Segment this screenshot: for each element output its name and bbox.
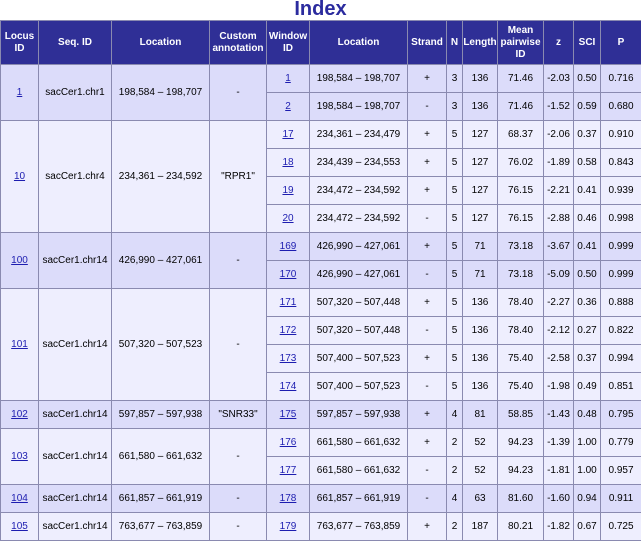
custom-annotation-cell: - [210, 289, 267, 401]
length-cell: 136 [463, 345, 498, 373]
strand-cell: - [408, 373, 447, 401]
locus-location-cell: 597,857 – 597,938 [112, 401, 210, 429]
z-cell: -1.43 [544, 401, 574, 429]
n-cell: 5 [447, 233, 463, 261]
n-cell: 5 [447, 289, 463, 317]
window-id-cell [267, 485, 310, 513]
seq-id-cell: sacCer1.chr14 [39, 401, 112, 429]
window-link[interactable]: 174 [279, 381, 297, 392]
length-cell: 63 [463, 485, 498, 513]
p-cell: 0.957 [601, 457, 641, 485]
z-cell: -2.88 [544, 205, 574, 233]
sci-cell: 0.41 [574, 177, 601, 205]
length-cell: 136 [463, 317, 498, 345]
n-cell: 2 [447, 457, 463, 485]
strand-cell: - [408, 205, 447, 233]
window-id-cell [267, 93, 310, 121]
locus-id-cell [1, 65, 39, 121]
mean-pairwise-id-cell: 71.46 [498, 93, 544, 121]
sci-cell: 0.41 [574, 233, 601, 261]
p-cell: 0.939 [601, 177, 641, 205]
window-location-cell: 426,990 – 427,061 [310, 233, 408, 261]
window-link[interactable]: 176 [279, 437, 297, 448]
window-link[interactable]: 179 [279, 521, 297, 532]
p-cell: 0.795 [601, 401, 641, 429]
p-cell: 0.999 [601, 261, 641, 289]
p-cell: 0.999 [601, 233, 641, 261]
window-location-cell: 507,400 – 507,523 [310, 345, 408, 373]
custom-annotation-cell: "SNR33" [210, 401, 267, 429]
header-row [1, 21, 641, 65]
col-header-custom-annotation: Custom annotation [210, 21, 267, 65]
n-cell: 2 [447, 513, 463, 541]
strand-cell: - [408, 261, 447, 289]
strand-cell: + [408, 513, 447, 541]
window-link[interactable]: 20 [282, 213, 294, 224]
strand-cell: + [408, 121, 447, 149]
mean-pairwise-id-cell: 76.15 [498, 205, 544, 233]
col-header-seq-id: Seq. ID [39, 21, 112, 65]
p-cell: 0.716 [601, 65, 641, 93]
window-location-cell: 198,584 – 198,707 [310, 93, 408, 121]
window-location-cell: 507,320 – 507,448 [310, 289, 408, 317]
window-location-cell: 661,580 – 661,632 [310, 429, 408, 457]
col-header-length: Length [463, 21, 498, 65]
length-cell: 127 [463, 205, 498, 233]
window-location-cell: 234,472 – 234,592 [310, 177, 408, 205]
locus-location-cell: 426,990 – 427,061 [112, 233, 210, 289]
window-id-cell [267, 429, 310, 457]
col-header-mean-pairwise-id: Mean pairwise ID [498, 21, 544, 65]
window-id-cell [267, 65, 310, 93]
table-row [1, 121, 641, 149]
p-cell: 0.851 [601, 373, 641, 401]
window-link[interactable]: 173 [279, 353, 297, 364]
strand-cell: + [408, 345, 447, 373]
window-link[interactable]: 177 [279, 465, 297, 476]
length-cell: 127 [463, 121, 498, 149]
locus-location-cell: 763,677 – 763,859 [112, 513, 210, 541]
window-link[interactable]: 18 [282, 157, 294, 168]
seq-id-cell: sacCer1.chr14 [39, 513, 112, 541]
strand-cell: + [408, 429, 447, 457]
window-location-cell: 234,439 – 234,553 [310, 149, 408, 177]
col-header-locus-id: Locus ID [1, 21, 39, 65]
col-header-strand: Strand [408, 21, 447, 65]
mean-pairwise-id-cell: 68.37 [498, 121, 544, 149]
col-header-p: P [601, 21, 641, 65]
table-row [1, 513, 641, 541]
window-location-cell: 661,857 – 661,919 [310, 485, 408, 513]
p-cell: 0.888 [601, 289, 641, 317]
p-cell: 0.910 [601, 121, 641, 149]
mean-pairwise-id-cell: 94.23 [498, 457, 544, 485]
z-cell: -2.12 [544, 317, 574, 345]
table-row [1, 485, 641, 513]
window-id-cell [267, 373, 310, 401]
col-header-location: Location [112, 21, 210, 65]
z-cell: -2.03 [544, 65, 574, 93]
locus-link[interactable]: 10 [13, 171, 26, 182]
strand-cell: + [408, 177, 447, 205]
locus-link[interactable]: 1 [16, 87, 23, 98]
n-cell: 5 [447, 205, 463, 233]
z-cell: -2.58 [544, 345, 574, 373]
window-id-cell [267, 205, 310, 233]
window-location-cell: 661,580 – 661,632 [310, 457, 408, 485]
window-link[interactable]: 17 [282, 129, 294, 140]
window-link[interactable]: 1 [285, 73, 291, 84]
n-cell: 5 [447, 373, 463, 401]
mean-pairwise-id-cell: 71.46 [498, 65, 544, 93]
n-cell: 4 [447, 485, 463, 513]
window-location-cell: 597,857 – 597,938 [310, 401, 408, 429]
n-cell: 5 [447, 177, 463, 205]
window-link[interactable]: 172 [279, 325, 297, 336]
locus-link[interactable]: 101 [11, 339, 28, 350]
p-cell: 0.911 [601, 485, 641, 513]
locus-link[interactable]: 103 [11, 451, 28, 462]
seq-id-cell: sacCer1.chr14 [39, 485, 112, 513]
p-cell: 0.779 [601, 429, 641, 457]
length-cell: 71 [463, 261, 498, 289]
z-cell: -2.06 [544, 121, 574, 149]
custom-annotation-cell: - [210, 233, 267, 289]
custom-annotation-cell: - [210, 65, 267, 121]
strand-cell: + [408, 233, 447, 261]
window-location-cell: 426,990 – 427,061 [310, 261, 408, 289]
p-cell: 0.680 [601, 93, 641, 121]
strand-cell: + [408, 65, 447, 93]
window-location-cell: 234,361 – 234,479 [310, 121, 408, 149]
length-cell: 127 [463, 177, 498, 205]
window-id-cell [267, 513, 310, 541]
locus-link[interactable]: 100 [11, 255, 28, 266]
mean-pairwise-id-cell: 94.23 [498, 429, 544, 457]
window-link[interactable]: 178 [279, 493, 297, 504]
sci-cell: 0.27 [574, 317, 601, 345]
window-id-cell [267, 177, 310, 205]
window-id-cell [267, 121, 310, 149]
sci-cell: 0.37 [574, 121, 601, 149]
table-row [1, 65, 641, 93]
window-location-cell: 234,472 – 234,592 [310, 205, 408, 233]
n-cell: 3 [447, 65, 463, 93]
mean-pairwise-id-cell: 75.40 [498, 373, 544, 401]
z-cell: -5.09 [544, 261, 574, 289]
window-id-cell [267, 401, 310, 429]
sci-cell: 0.50 [574, 261, 601, 289]
window-location-cell: 507,400 – 507,523 [310, 373, 408, 401]
locus-id-cell [1, 289, 39, 401]
mean-pairwise-id-cell: 76.02 [498, 149, 544, 177]
seq-id-cell: sacCer1.chr14 [39, 289, 112, 401]
z-cell: -1.81 [544, 457, 574, 485]
sci-cell: 0.49 [574, 373, 601, 401]
window-id-cell [267, 317, 310, 345]
window-link[interactable]: 2 [285, 101, 291, 112]
custom-annotation-cell: - [210, 485, 267, 513]
z-cell: -3.67 [544, 233, 574, 261]
z-cell: -2.21 [544, 177, 574, 205]
col-header-window-id: Window ID [267, 21, 310, 65]
sci-cell: 1.00 [574, 457, 601, 485]
window-id-cell [267, 457, 310, 485]
n-cell: 5 [447, 261, 463, 289]
length-cell: 52 [463, 429, 498, 457]
z-cell: -1.39 [544, 429, 574, 457]
n-cell: 5 [447, 121, 463, 149]
custom-annotation-cell: - [210, 429, 267, 485]
locus-location-cell: 198,584 – 198,707 [112, 65, 210, 121]
z-cell: -1.98 [544, 373, 574, 401]
n-cell: 3 [447, 93, 463, 121]
seq-id-cell: sacCer1.chr1 [39, 65, 112, 121]
mean-pairwise-id-cell: 81.60 [498, 485, 544, 513]
p-cell: 0.998 [601, 205, 641, 233]
n-cell: 5 [447, 317, 463, 345]
col-header-z: z [544, 21, 574, 65]
window-id-cell [267, 345, 310, 373]
window-location-cell: 507,320 – 507,448 [310, 317, 408, 345]
p-cell: 0.994 [601, 345, 641, 373]
window-link[interactable]: 171 [279, 297, 297, 308]
n-cell: 4 [447, 401, 463, 429]
locus-location-cell: 507,320 – 507,523 [112, 289, 210, 401]
mean-pairwise-id-cell: 78.40 [498, 317, 544, 345]
z-cell: -1.60 [544, 485, 574, 513]
locus-location-cell: 661,580 – 661,632 [112, 429, 210, 485]
n-cell: 5 [447, 345, 463, 373]
window-id-cell [267, 289, 310, 317]
sci-cell: 0.46 [574, 205, 601, 233]
col-header-n: N [447, 21, 463, 65]
mean-pairwise-id-cell: 80.21 [498, 513, 544, 541]
mean-pairwise-id-cell: 76.15 [498, 177, 544, 205]
length-cell: 71 [463, 233, 498, 261]
window-id-cell [267, 233, 310, 261]
sci-cell: 0.67 [574, 513, 601, 541]
strand-cell: + [408, 401, 447, 429]
seq-id-cell: sacCer1.chr4 [39, 121, 112, 233]
window-link[interactable]: 170 [279, 269, 297, 280]
locus-id-cell [1, 429, 39, 485]
mean-pairwise-id-cell: 73.18 [498, 261, 544, 289]
sci-cell: 0.94 [574, 485, 601, 513]
locus-link[interactable]: 102 [11, 409, 28, 420]
locus-id-cell [1, 401, 39, 429]
p-cell: 0.843 [601, 149, 641, 177]
mean-pairwise-id-cell: 75.40 [498, 345, 544, 373]
seq-id-cell: sacCer1.chr14 [39, 429, 112, 485]
window-id-cell [267, 261, 310, 289]
locus-link[interactable]: 105 [11, 521, 28, 532]
n-cell: 2 [447, 429, 463, 457]
table-row [1, 429, 641, 457]
sci-cell: 0.58 [574, 149, 601, 177]
strand-cell: - [408, 93, 447, 121]
window-location-cell: 763,677 – 763,859 [310, 513, 408, 541]
locus-location-cell: 234,361 – 234,592 [112, 121, 210, 233]
mean-pairwise-id-cell: 78.40 [498, 289, 544, 317]
length-cell: 52 [463, 457, 498, 485]
length-cell: 187 [463, 513, 498, 541]
length-cell: 136 [463, 93, 498, 121]
strand-cell: - [408, 457, 447, 485]
locus-id-cell [1, 513, 39, 541]
strand-cell: + [408, 289, 447, 317]
seq-id-cell: sacCer1.chr14 [39, 233, 112, 289]
window-id-cell [267, 149, 310, 177]
p-cell: 0.725 [601, 513, 641, 541]
sci-cell: 0.59 [574, 93, 601, 121]
locus-id-cell [1, 233, 39, 289]
length-cell: 127 [463, 149, 498, 177]
table-row [1, 289, 641, 317]
mean-pairwise-id-cell: 58.85 [498, 401, 544, 429]
window-link[interactable]: 175 [279, 409, 297, 420]
sci-cell: 0.50 [574, 65, 601, 93]
n-cell: 5 [447, 149, 463, 177]
length-cell: 136 [463, 65, 498, 93]
col-header-window-location: Location [310, 21, 408, 65]
locus-id-cell [1, 485, 39, 513]
page-title: Index [294, 0, 347, 20]
z-cell: -1.52 [544, 93, 574, 121]
strand-cell: - [408, 485, 447, 513]
z-cell: -1.89 [544, 149, 574, 177]
mean-pairwise-id-cell: 73.18 [498, 233, 544, 261]
p-cell: 0.822 [601, 317, 641, 345]
strand-cell: - [408, 317, 447, 345]
sci-cell: 0.48 [574, 401, 601, 429]
locus-link[interactable]: 104 [11, 493, 28, 504]
table-row [1, 233, 641, 261]
length-cell: 81 [463, 401, 498, 429]
sci-cell: 0.36 [574, 289, 601, 317]
custom-annotation-cell: "RPR1" [210, 121, 267, 233]
col-header-sci: SCI [574, 21, 601, 65]
sci-cell: 1.00 [574, 429, 601, 457]
window-link[interactable]: 19 [282, 185, 294, 196]
sci-cell: 0.37 [574, 345, 601, 373]
table-row [1, 401, 641, 429]
window-location-cell: 198,584 – 198,707 [310, 65, 408, 93]
length-cell: 136 [463, 373, 498, 401]
z-cell: -1.82 [544, 513, 574, 541]
window-link[interactable]: 169 [279, 241, 297, 252]
custom-annotation-cell: - [210, 513, 267, 541]
locus-location-cell: 661,857 – 661,919 [112, 485, 210, 513]
locus-id-cell [1, 121, 39, 233]
z-cell: -2.27 [544, 289, 574, 317]
strand-cell: + [408, 149, 447, 177]
index-table [0, 20, 641, 541]
length-cell: 136 [463, 289, 498, 317]
